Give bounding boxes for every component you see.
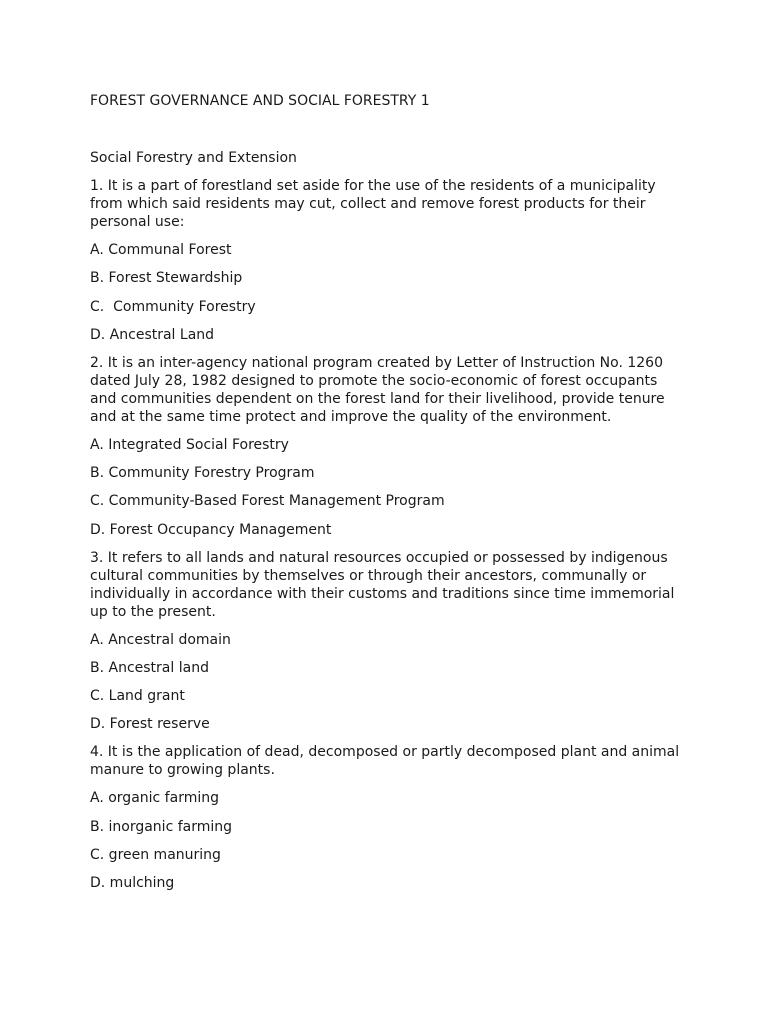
option-a: A. organic farming [90,790,219,807]
section-title: Social Forestry and Extension [90,150,297,166]
option-b: B. Community Forestry Program [90,465,315,482]
question-1 [90,177,680,344]
question-text: 4. It is the application of dead, decomposed or partly decomposed plant and animal manure to growing plants. [90,744,680,779]
option-a: A. Ancestral domain [90,631,231,648]
option-b: B. inorganic farming [90,818,233,835]
option-d: D. Forest Occupancy Management [90,521,332,538]
question-text: 3. It refers to all lands and natural resources occupied or possessed by indigenous cultural communities by themselves or through their ancestors, communally or individually in accordance with their customs and traditions since time immemorial up to the present. [90,549,675,620]
option-c: C. Community Forestry [90,298,256,315]
option-a: A. Integrated Social Forestry [90,436,289,453]
document-page [90,92,680,892]
question-3 [90,549,680,734]
document-title: FOREST GOVERNANCE AND SOCIAL FORESTRY 1 [90,93,430,109]
option-b: B. Ancestral land [90,659,209,676]
option-a: A. Communal Forest [90,242,232,259]
option-c: C. Land grant [90,688,185,705]
question-2 [90,354,680,539]
question-4 [90,743,680,892]
option-d: D. Ancestral Land [90,326,215,343]
option-c: C. Community-Based Forest Management Program [90,493,445,510]
option-d: D. Forest reserve [90,716,210,733]
question-text: 1. It is a part of forestland set aside for the use of the residents of a municipality from which said residents may cut, collect and remove forest products for their personal use: [90,178,656,230]
option-b: B. Forest Stewardship [90,270,243,287]
question-text: 2. It is an inter-agency national program created by Letter of Instruction No. 1260 dated July 28, 1982 designed to promote the socio-economic of forest occupants and communities dependent on the forest land for their livelihood, provide tenure and at the same time protect and improve the quality of the environment. [90,354,665,425]
option-d: D. mulching [90,875,175,891]
option-c: C. green manuring [90,846,221,863]
